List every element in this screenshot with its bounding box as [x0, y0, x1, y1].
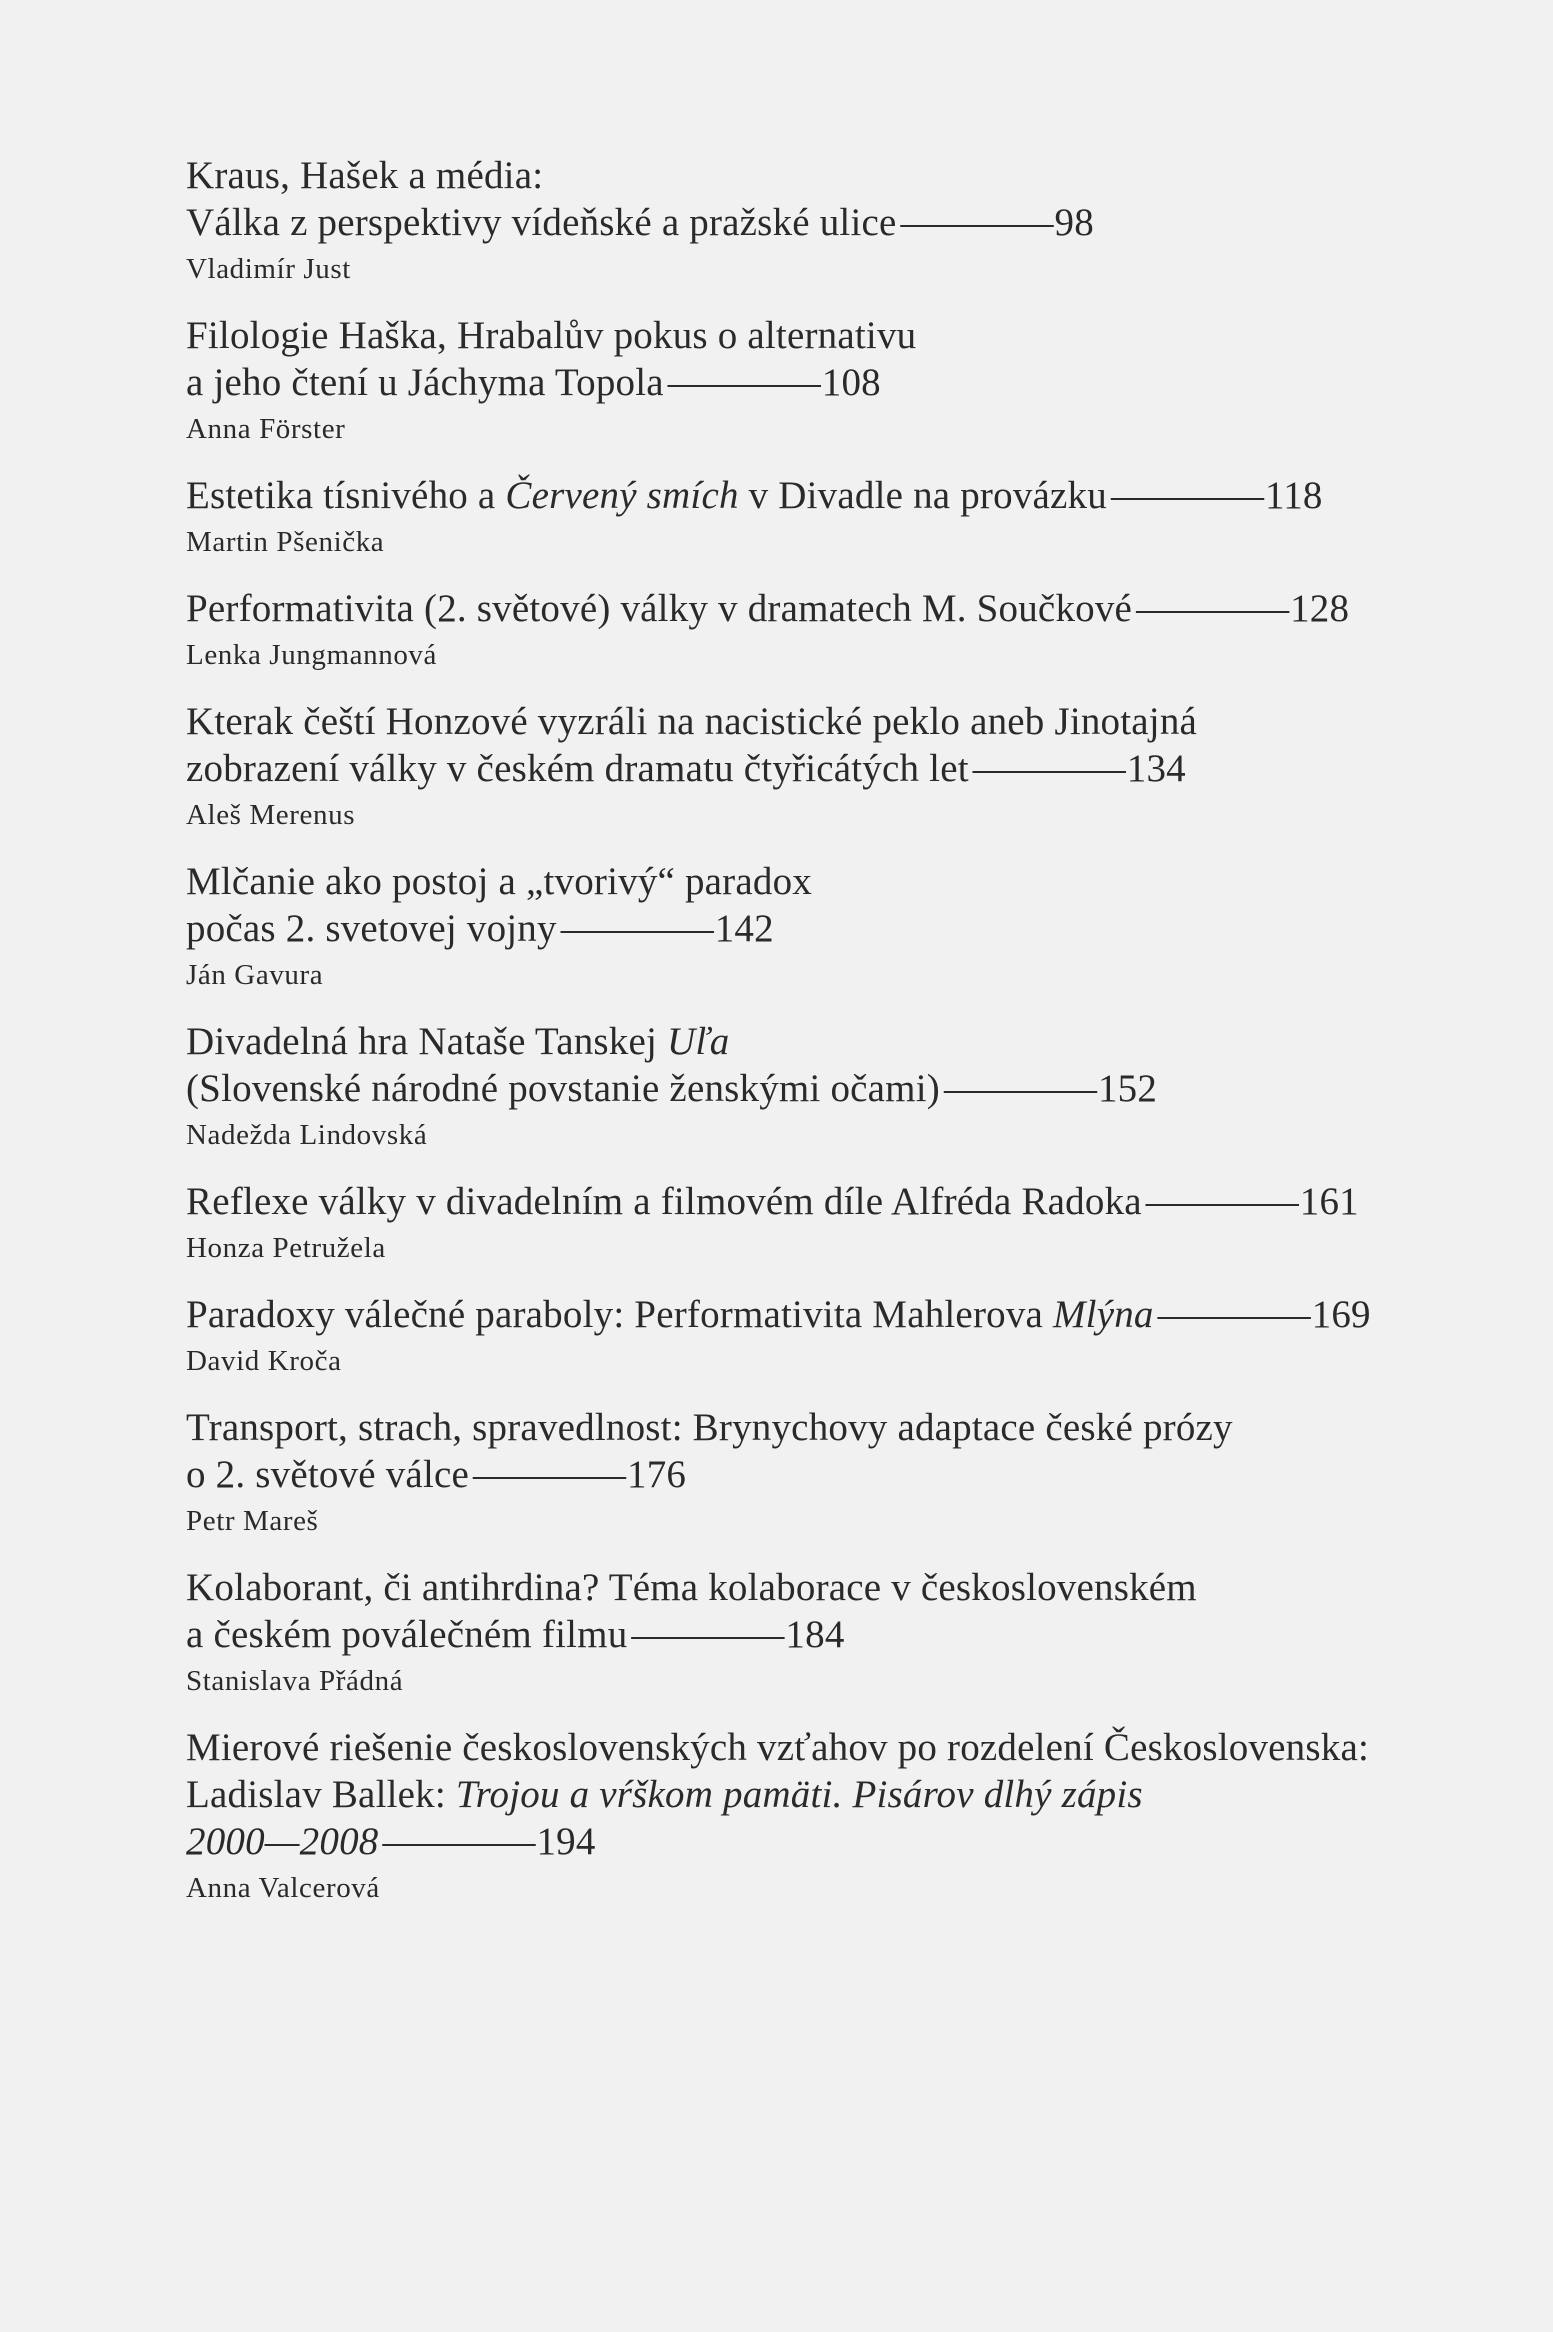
title-line — [186, 1291, 1486, 1338]
entry-author: Anna Förster — [186, 413, 346, 445]
entry-title — [186, 1564, 1486, 1658]
title-line — [186, 152, 1486, 199]
page-number: 134 — [1126, 747, 1186, 790]
toc-entry — [186, 1404, 1486, 1540]
page-number: 108 — [821, 361, 881, 404]
page-number: 184 — [785, 1613, 845, 1656]
toc-entry — [186, 1564, 1486, 1700]
entry-author: Lenka Jungmannová — [186, 639, 437, 671]
page-number: 118 — [1264, 474, 1323, 517]
leader-dashes: ———— — [1136, 587, 1289, 630]
entry-author: Martin Pšenička — [186, 526, 385, 558]
title-text: a jeho čtení u Jáchyma Topola — [186, 361, 664, 404]
title-text: o 2. světové válce — [186, 1453, 469, 1496]
title-line — [186, 1018, 1486, 1065]
title-line — [186, 1611, 1486, 1658]
title-text: Transport, strach, spravedlnost: Brynychovy adaptace české prózy — [186, 1406, 1233, 1449]
page-number: 169 — [1311, 1293, 1371, 1336]
title-line — [186, 745, 1486, 792]
entry-title — [186, 1178, 1486, 1225]
title-text: Válka z perspektivy vídeňské a pražské ulice — [186, 201, 897, 244]
page-number: 152 — [1097, 1067, 1158, 1110]
toc-entry — [186, 858, 1486, 994]
title-line — [186, 1564, 1486, 1611]
entry-title — [186, 1404, 1486, 1498]
toc-entry — [186, 1724, 1486, 1907]
title-text: Kraus, Hašek a média: — [186, 154, 544, 197]
entry-title — [186, 858, 1486, 952]
leader-dashes: ———— — [943, 1067, 1096, 1110]
title-text: v Divadle na provázku — [738, 474, 1107, 517]
entry-author: Ján Gavura — [186, 959, 324, 991]
entry-title — [186, 1018, 1486, 1112]
leader-dashes: ———— — [667, 361, 820, 404]
title-line — [186, 585, 1486, 632]
toc-entry — [186, 585, 1486, 674]
toc-entry — [186, 472, 1486, 561]
title-line — [186, 359, 1486, 406]
title-text: Filologie Haška, Hrabalův pokus o alternativu — [186, 314, 917, 357]
title-line — [186, 1771, 1486, 1818]
title-text: Reflexe války v divadelním a filmovém díle Alfréda Radoka — [186, 1180, 1142, 1223]
entry-author: Stanislava Přádná — [186, 1665, 404, 1697]
italic-title-text: Uľa — [667, 1020, 730, 1063]
leader-dashes: ———— — [900, 201, 1053, 244]
title-line — [186, 472, 1486, 519]
title-line — [186, 199, 1486, 246]
title-text: Mierové riešenie československých vzťahov po rozdelení Československa: — [186, 1726, 1370, 1769]
toc-entry — [186, 1178, 1486, 1267]
entry-author: David Kroča — [186, 1345, 342, 1377]
toc-entry — [186, 312, 1486, 448]
title-text: a českém poválečném filmu — [186, 1613, 628, 1656]
entry-author: Honza Petruželа — [186, 1232, 386, 1264]
title-text: zobrazení války v českém dramatu čtyřicátých let — [186, 747, 969, 790]
leader-dashes: ———— — [1145, 1180, 1298, 1223]
title-text: Kolaborant, či antihrdina? Téma kolaborace v československém — [186, 1566, 1197, 1609]
title-line — [186, 1724, 1486, 1771]
title-line — [186, 698, 1486, 745]
title-text: Mlčanie ako postoj a „tvorivý“ paradox — [186, 860, 812, 903]
title-line — [186, 312, 1486, 359]
leader-dashes: ———— — [560, 907, 713, 950]
title-text: Paradoxy válečné paraboly: Performativita Mahlerova — [186, 1293, 1053, 1336]
page-number: 161 — [1299, 1180, 1359, 1223]
entry-title — [186, 1291, 1486, 1338]
page-number: 194 — [536, 1820, 596, 1863]
title-text: Ladislav Ballek: — [186, 1773, 456, 1816]
title-text: Divadelná hra Nataše Tanskej — [186, 1020, 667, 1063]
title-text: Performativita (2. světové) války v dramatech M. Součkové — [186, 587, 1133, 630]
leader-dashes: ———— — [1157, 1293, 1310, 1336]
leader-dashes: ———— — [473, 1453, 625, 1496]
toc-entry — [186, 698, 1486, 834]
title-line — [186, 1451, 1486, 1498]
page-number: 142 — [714, 907, 774, 950]
entry-title — [186, 312, 1486, 406]
page-number: 128 — [1290, 587, 1350, 630]
title-line — [186, 1065, 1486, 1112]
title-line — [186, 1404, 1486, 1451]
entry-title — [186, 472, 1486, 519]
title-text: (Slovenské národné povstanie ženskými očami) — [186, 1067, 940, 1110]
title-text: počas 2. svetovej vojny — [186, 907, 557, 950]
leader-dashes: ———— — [382, 1820, 535, 1863]
table-of-contents — [186, 152, 1486, 1931]
entry-author: Petr Mareš — [186, 1505, 319, 1537]
entry-title — [186, 1724, 1486, 1865]
entry-author: Nadežda Lindovská — [186, 1119, 428, 1151]
entry-title — [186, 698, 1486, 792]
title-text: Kterak čeští Honzové vyzráli na nacistické peklo aneb Jinotajná — [186, 700, 1198, 743]
italic-title-text: 2000—2008 — [186, 1820, 379, 1863]
title-line — [186, 1818, 1486, 1865]
leader-dashes: ———— — [1110, 474, 1263, 517]
entry-author: Anna Valcerová — [186, 1872, 380, 1904]
page-number: 176 — [627, 1453, 687, 1496]
toc-entry — [186, 1018, 1486, 1154]
entry-title — [186, 152, 1486, 246]
leader-dashes: ———— — [631, 1613, 784, 1656]
page-number: 98 — [1054, 201, 1094, 244]
title-line — [186, 905, 1486, 952]
leader-dashes: ———— — [972, 747, 1125, 790]
toc-entry — [186, 1291, 1486, 1380]
entry-author: Vladimír Just — [186, 253, 351, 285]
italic-title-text: Trojou a vŕškom pamäti. Pisárov dlhý zápis — [455, 1773, 1143, 1816]
title-text: Estetika tísnivého a — [186, 474, 506, 517]
toc-entry — [186, 152, 1486, 288]
title-line — [186, 1178, 1486, 1225]
entry-author: Aleš Merenus — [186, 799, 356, 831]
title-line — [186, 858, 1486, 905]
italic-title-text: Červený smích — [505, 474, 739, 517]
entry-title — [186, 585, 1486, 632]
italic-title-text: Mlýna — [1053, 1293, 1154, 1336]
